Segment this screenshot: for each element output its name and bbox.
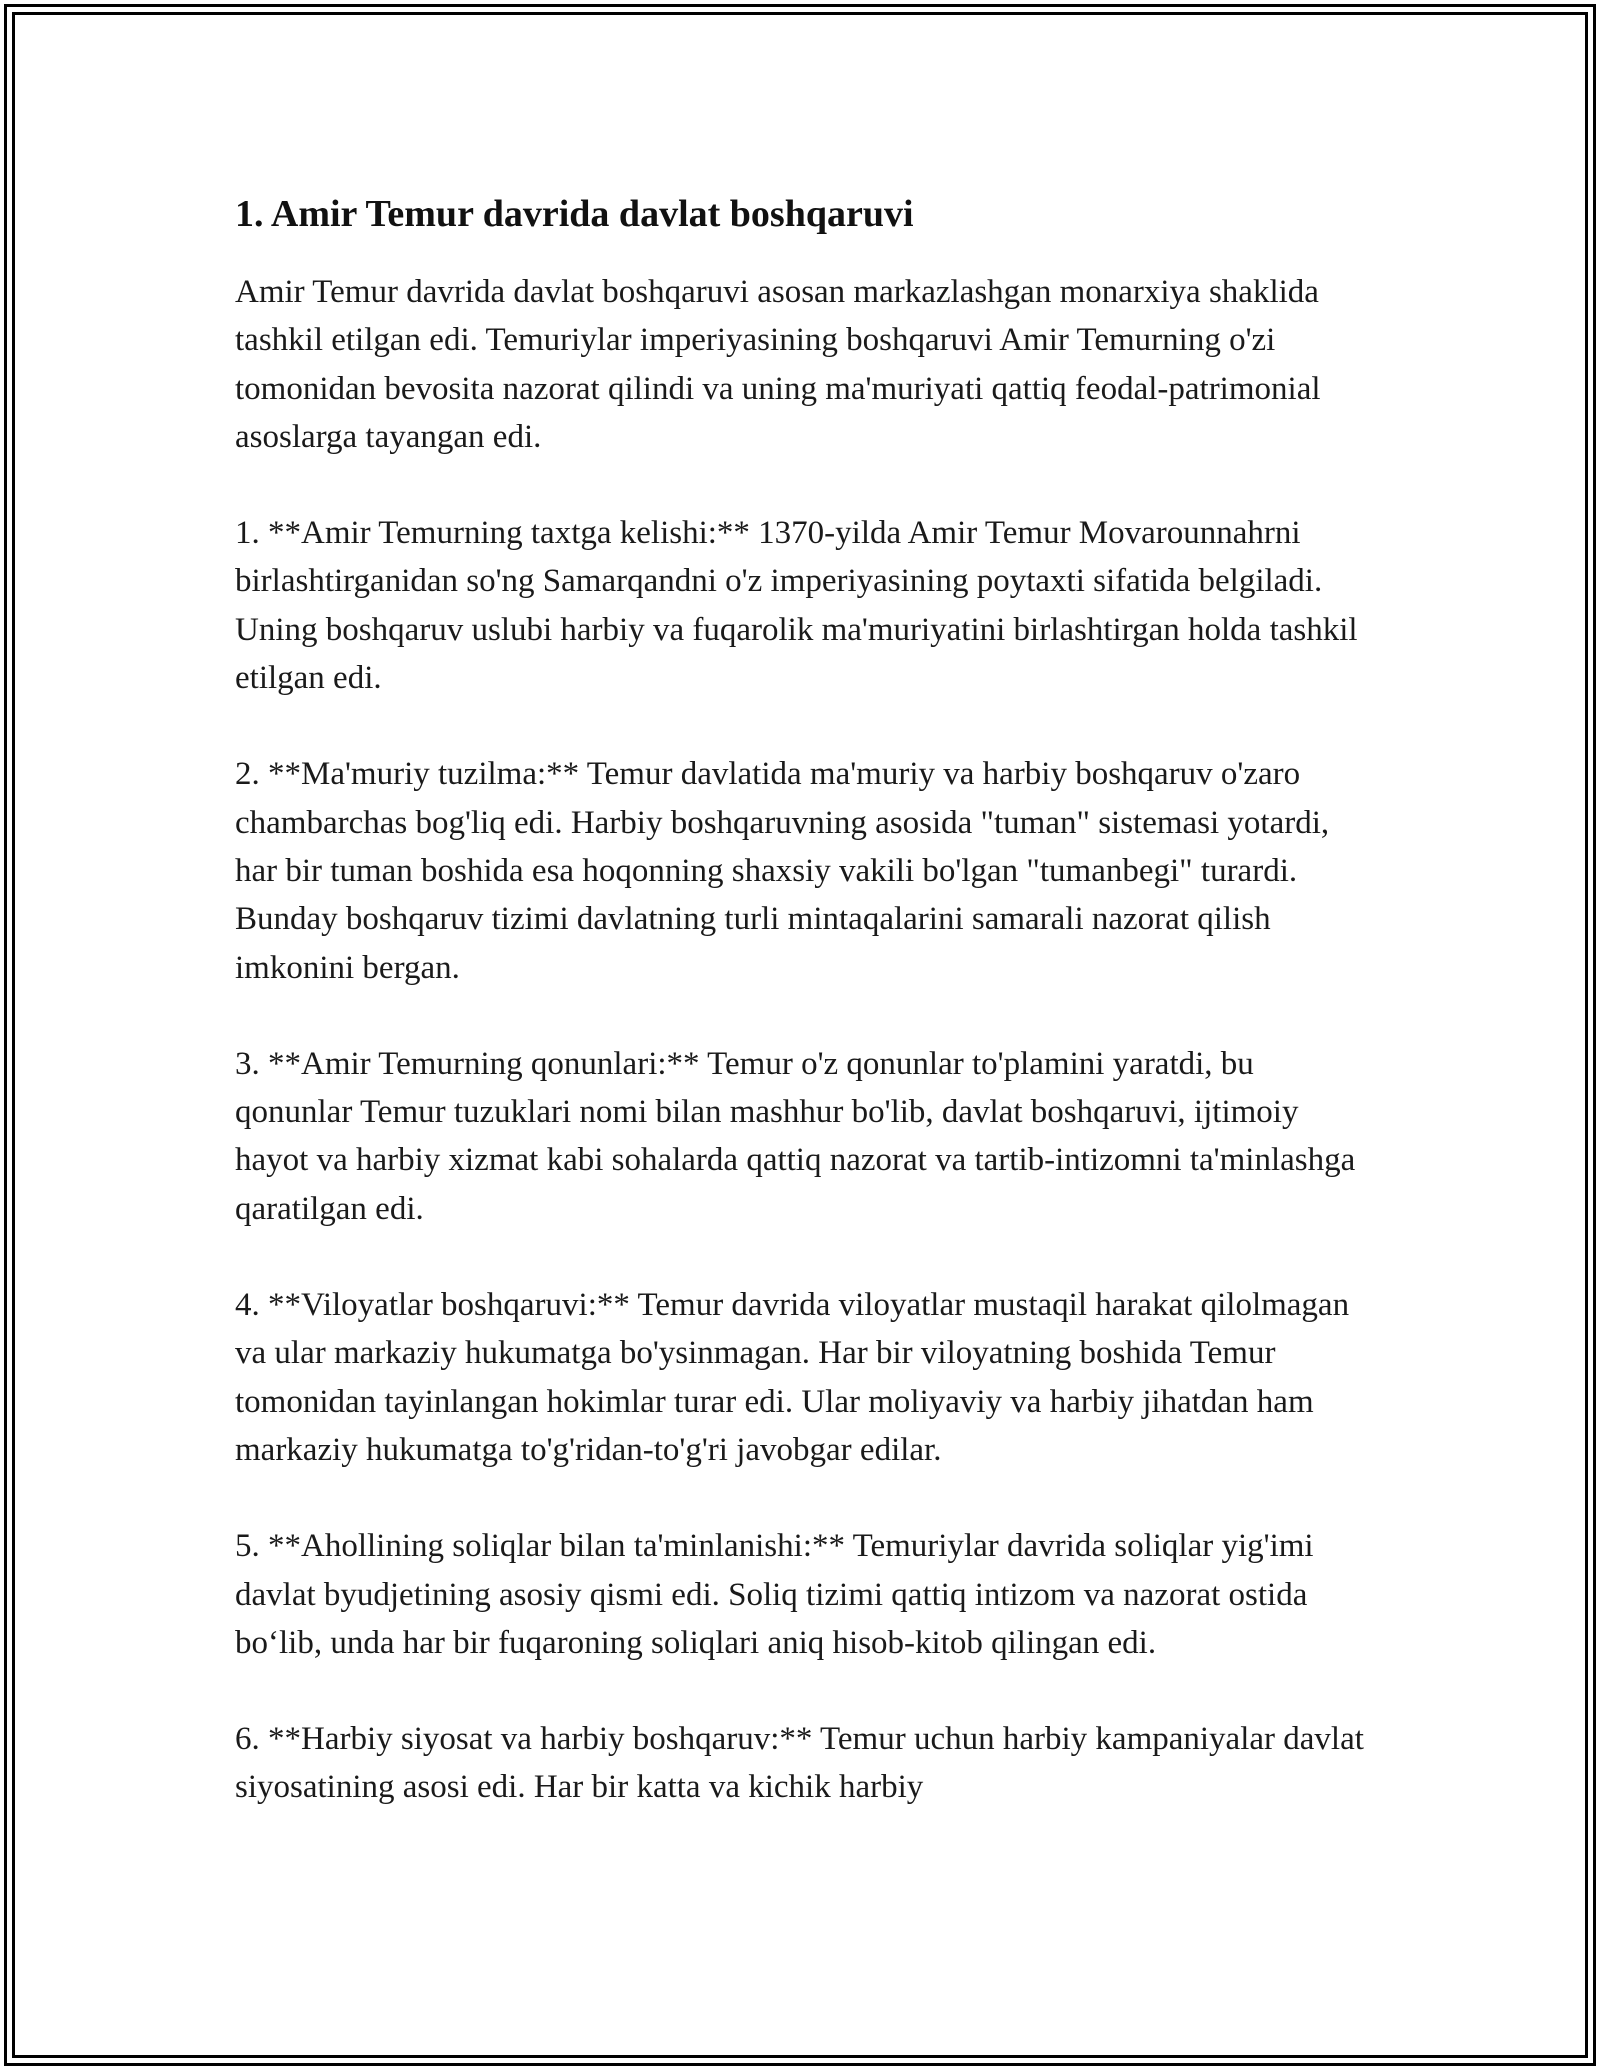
paragraph-item-2: 2. **Ma'muriy tuzilma:** Temur davlatida ma'muriy va harbiy boshqaruv o'zaro chambarchas bog'liq edi. Harbiy boshqaruvning asosida "tuman" sistemasi yotardi, har bir tuman boshida esa hoqonning shaxsiy vakili bo'lgan "tumanbegi" turardi. Bunday boshqaruv tizimi davlatning turli mintaqalarini samarali nazorat qilish imkonini bergan. <box>235 756 1330 986</box>
document-body <box>235 186 1375 1860</box>
section-heading: 1. Amir Temur davrida davlat boshqaruvi <box>235 193 914 235</box>
paragraph-item-3: 3. **Amir Temurning qonunlari:** Temur o'z qonunlar to'plamini yaratdi, bu qonunlar Temur tuzuklari nomi bilan mashhur bo'lib, davlat boshqaruvi, ijtimoiy hayot va harbiy xizmat kabi sohalarda qattiq nazorat va tartib-intizomni ta'minlashga qaratilgan edi. <box>235 1045 1356 1227</box>
paragraph-item-6: 6. **Harbiy siyosat va harbiy boshqaruv:** Temur uchun harbiy kampaniyalar davlat siyosatining asosi edi. Har bir katta va kichik harbiy <box>235 1721 1364 1806</box>
paragraph-item-1: 1. **Amir Temurning taxtga kelishi:** 1370-yilda Amir Temur Movarounnahrni birlashtirganidan so'ng Samarqandni o'z imperiyasining poytaxti sifatida belgiladi. Uning boshqaruv uslubi harbiy va fuqarolik ma'muriyatini birlashtirgan holda tashkil etilgan edi. <box>235 515 1358 697</box>
intro-paragraph: Amir Temur davrida davlat boshqaruvi asosan markazlashgan monarxiya shaklida tashkil etilgan edi. Temuriylar imperiyasining boshqaruvi Amir Temurning o'zi tomonidan bevosita nazorat qilindi va uning ma'muriyati qattiq feodal-patrimonial asoslarga tayangan edi. <box>235 274 1321 455</box>
paragraph-item-4: 4. **Viloyatlar boshqaruvi:** Temur davrida viloyatlar mustaqil harakat qilolmagan va ular markaziy hukumatga bo'ysinmagan. Har bir viloyatning boshida Temur tomonidan tayinlangan hokimlar turar edi. Ular moliyaviy va harbiy jihatdan ham markaziy hukumatga to'g'ridan-to'g'ri javobgar edilar. <box>235 1287 1350 1468</box>
paragraph-item-5: 5. **Ahollining soliqlar bilan ta'minlanishi:** Temuriylar davrida soliqlar yig'imi davlat byudjetining asosiy qismi edi. Soliq tizimi qattiq intizom va nazorat ostida bo‘lib, unda har bir fuqaroning soliqlari aniq hisob-kitob qilingan edi. <box>235 1528 1314 1661</box>
